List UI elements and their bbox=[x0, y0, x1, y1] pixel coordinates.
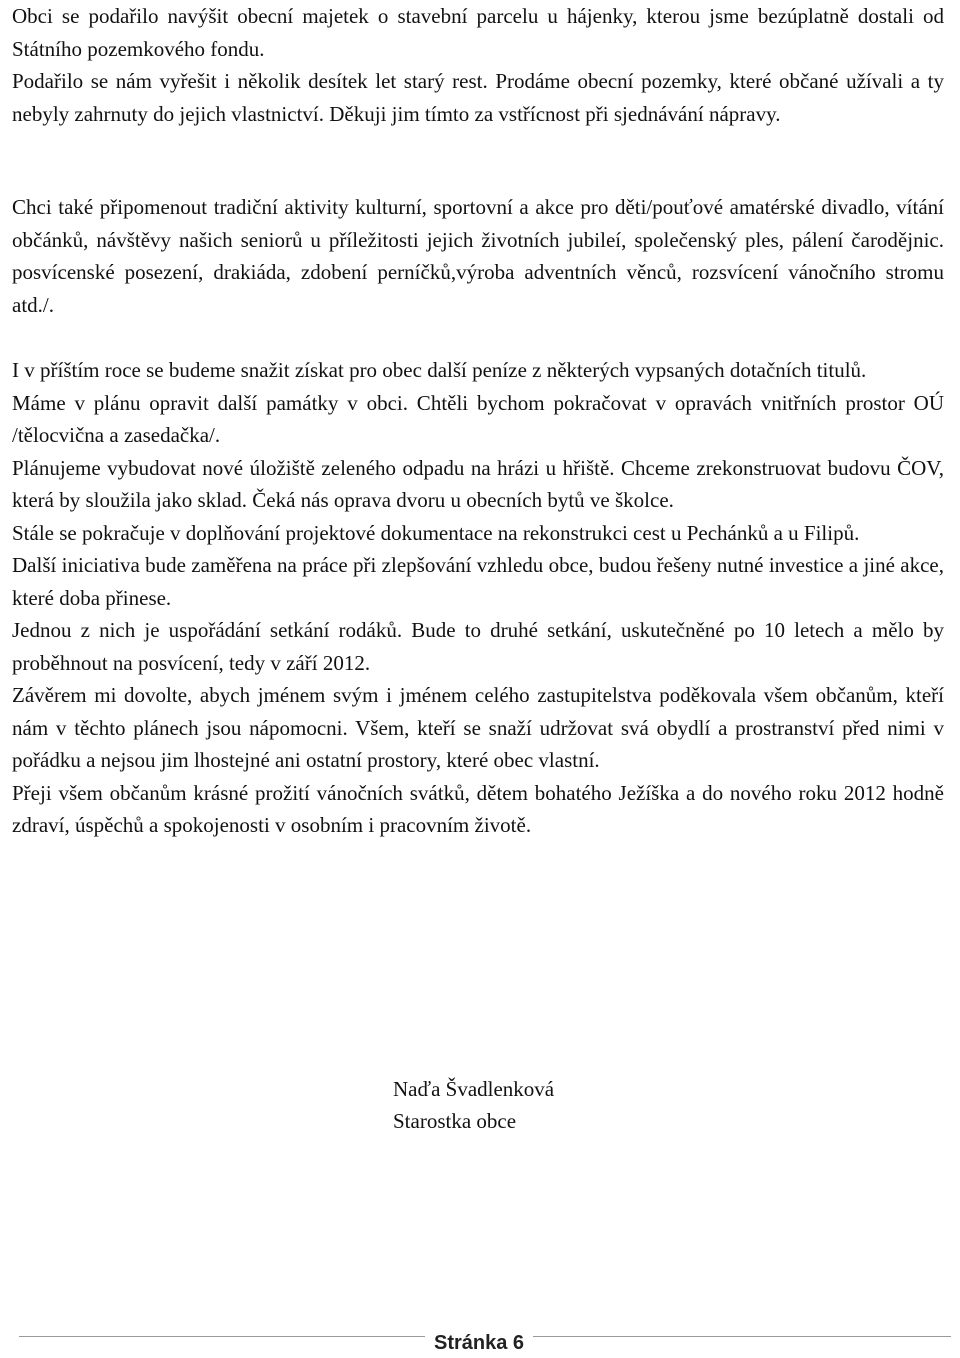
signatory-title: Starostka obce bbox=[393, 1109, 517, 1133]
paragraph-grants: I v příštím roce se budeme snažit získat pro obec další peníze z některých vypsaných dotačních titulů. bbox=[12, 358, 867, 382]
paragraph-land-resolution: Podařilo se nám vyřešit i několik desítek let starý rest. Prodáme obecní pozemky, které občané užívali a ty nebyly zahrnuty do jejich vlastnictví. Děkuji jim tímto za vstřícnost při sjednávání nápravy. bbox=[12, 69, 944, 126]
signature-block bbox=[393, 1073, 554, 1137]
plans-section bbox=[12, 354, 944, 842]
paragraph-monuments: Máme v plánu opravit další památky v obci. Chtěli bychom pokračovat v opravách vnitřních prostor OÚ /tělocvična a zasedačka/. bbox=[12, 390, 944, 447]
paragraph-thanks: Závěrem mi dovolte, abych jménem svým i jménem celého zastupitelstva poděkovala všem občanům, kteří nám v těchto plánech jsou nápomocni. Všem, kteří se snaží udržovat svá obydlí a prostranství před nimi v pořádku a nejsou jim lhostejné ani ostatní prostory, které obec vlastní. bbox=[12, 683, 944, 772]
activities-section bbox=[12, 191, 944, 321]
paragraph-holiday-wishes: Přeji všem občanům krásné prožití vánočních svátků, dětem bohatého Ježíška a do nového roku 2012 hodně zdraví, úspěchů a spokojenosti v osobním i pracovním životě. bbox=[12, 780, 944, 837]
paragraph-road-documentation: Stále se pokračuje v doplňování projektové dokumentace na rekonstrukci cest u Pechánků a u Filipů. bbox=[12, 520, 860, 545]
intro-section bbox=[12, 0, 944, 130]
paragraph-green-waste: Plánujeme vybudovat nové úložiště zeleného odpadu na hrázi u hřiště. Chceme zrekonstruovat budovu ČOV, která by sloužila jako sklad. Čeká nás oprava dvoru u obecních bytů ve školce. bbox=[12, 455, 944, 512]
paragraph-village-appearance: Další iniciativa bude zaměřena na práce při zlepšování vzhledu obce, budou řešeny nutné investice a jiné akce, které doba přinese. bbox=[12, 553, 944, 610]
paragraph-natives-meeting: Jednou z nich je uspořádání setkání rodáků. Bude to druhé setkání, uskutečněné po 10 letech a mělo by proběhnout na posvícení, tedy v září 2012. bbox=[12, 618, 944, 675]
paragraph-property-gain: Obci se podařilo navýšit obecní majetek o stavební parcelu u hájenky, kterou jsme bezúplatně dostali od Státního pozemkového fondu. bbox=[12, 4, 944, 61]
page-number-label: Stránka 6 bbox=[425, 1329, 533, 1357]
document-page bbox=[12, 0, 944, 1358]
paragraph-traditional-activities: Chci také připomenout tradiční aktivity kulturní, sportovní a akce pro děti/pouťové amatérské divadlo, vítání občánků, návštěvy našich seniorů u příležitosti jejich životních jubileí, společenský ples, pálení čarodějnic. posvícenské posezení, drakiáda, zdobení perníčků,výroba adventních věnců, rozsvícení vánočního stromu atd./. bbox=[12, 195, 944, 317]
signatory-name: Naďa Švadlenková bbox=[393, 1077, 555, 1101]
